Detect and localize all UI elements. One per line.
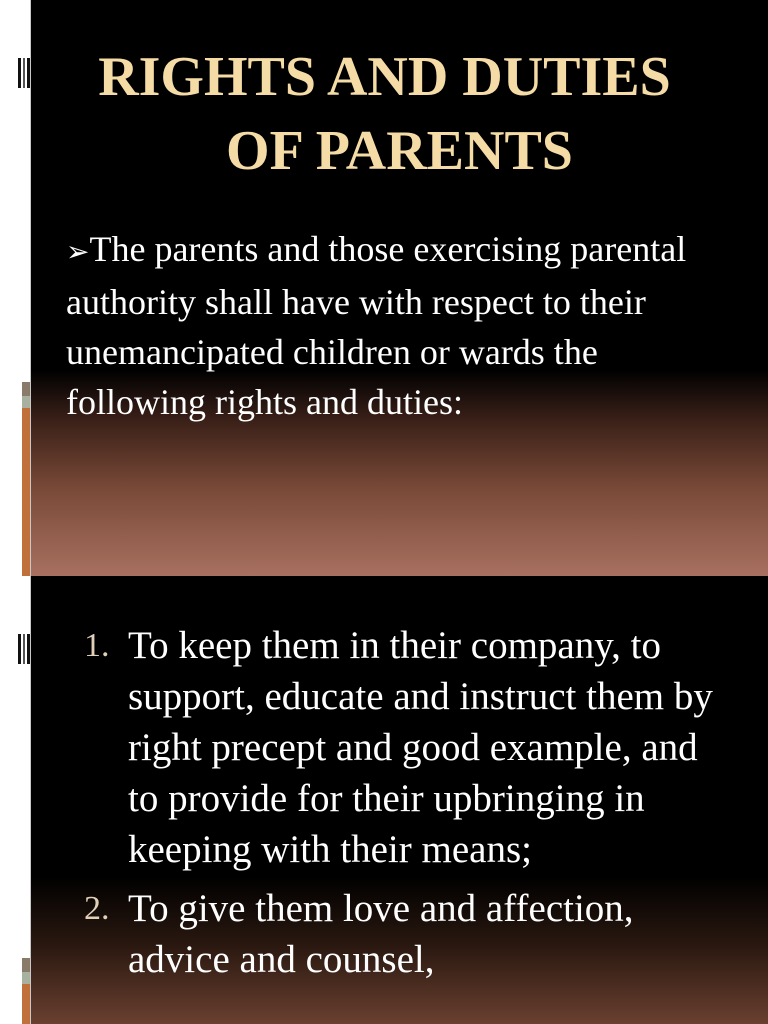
edge-decoration — [22, 382, 30, 576]
slide-edge-strip — [0, 0, 31, 576]
list-item-text: To keep them in their company, to support, educate and instruct them by right precept and good example, and to provide for their upbringing in keeping with their means; — [128, 624, 713, 871]
list-item-text: To give them love and affection, advice and counsel, — [128, 887, 634, 981]
arrow-bullet-icon: ➢ — [66, 235, 90, 268]
list-item — [0, 883, 768, 985]
list-item-number: 1. — [84, 627, 110, 664]
bullet-text: The parents and those exercising parental authority shall have with respect to their unemancipated children or wards the following rights and duties: — [66, 229, 687, 422]
title-line-2: OF PARENTS — [226, 120, 573, 182]
title-line-1: RIGHTS AND DUTIES — [98, 46, 671, 108]
edge-bars-icon — [18, 58, 30, 88]
slide-title — [31, 40, 768, 188]
numbered-list — [0, 620, 768, 993]
slide-2 — [0, 576, 768, 1024]
list-item — [0, 620, 768, 875]
bullet-paragraph — [66, 224, 726, 427]
list-item-number: 2. — [84, 890, 110, 927]
